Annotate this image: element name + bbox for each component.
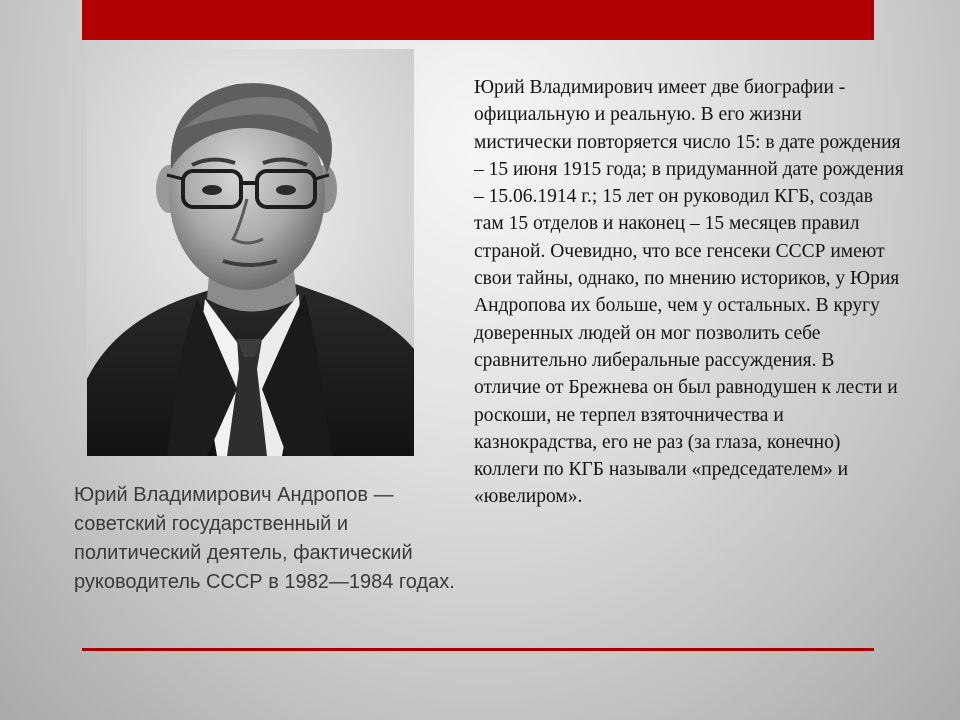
bottom-divider bbox=[82, 648, 874, 651]
portrait-photo bbox=[87, 49, 414, 456]
portrait-caption: Юрий Владимирович Андропов — советский государственный и политический деятель, фактический руководитель СССР в 1982—1984 годах. bbox=[74, 484, 455, 593]
biography-text: Юрий Владимирович имеет две биографии - официальную и реальную. В его жизни мистически повторяется число 15: в дате рождения – 15 июня 1915 года; в придуманной дате рождения – 15.06.1914 г.; 15 лет он руководил КГБ, создав там 15 отделов и наконец – 15 месяцев правил страной. Очевидно, что все генсеки СССР имеют свои тайны, однако, по мнению историков, у Юрия Андропова их больше, чем у остальных. В кругу доверенных людей он мог позволить себе сравнительно либеральные рассуждения. В отличие от Брежнева он был равнодушен к лести и роскоши, не терпел взяточничества и казнокрадства, его не раз (за глаза, конечно) коллеги по КГБ называли «председателем» и «ювелиром». bbox=[474, 77, 904, 508]
top-accent-bar bbox=[82, 0, 874, 40]
